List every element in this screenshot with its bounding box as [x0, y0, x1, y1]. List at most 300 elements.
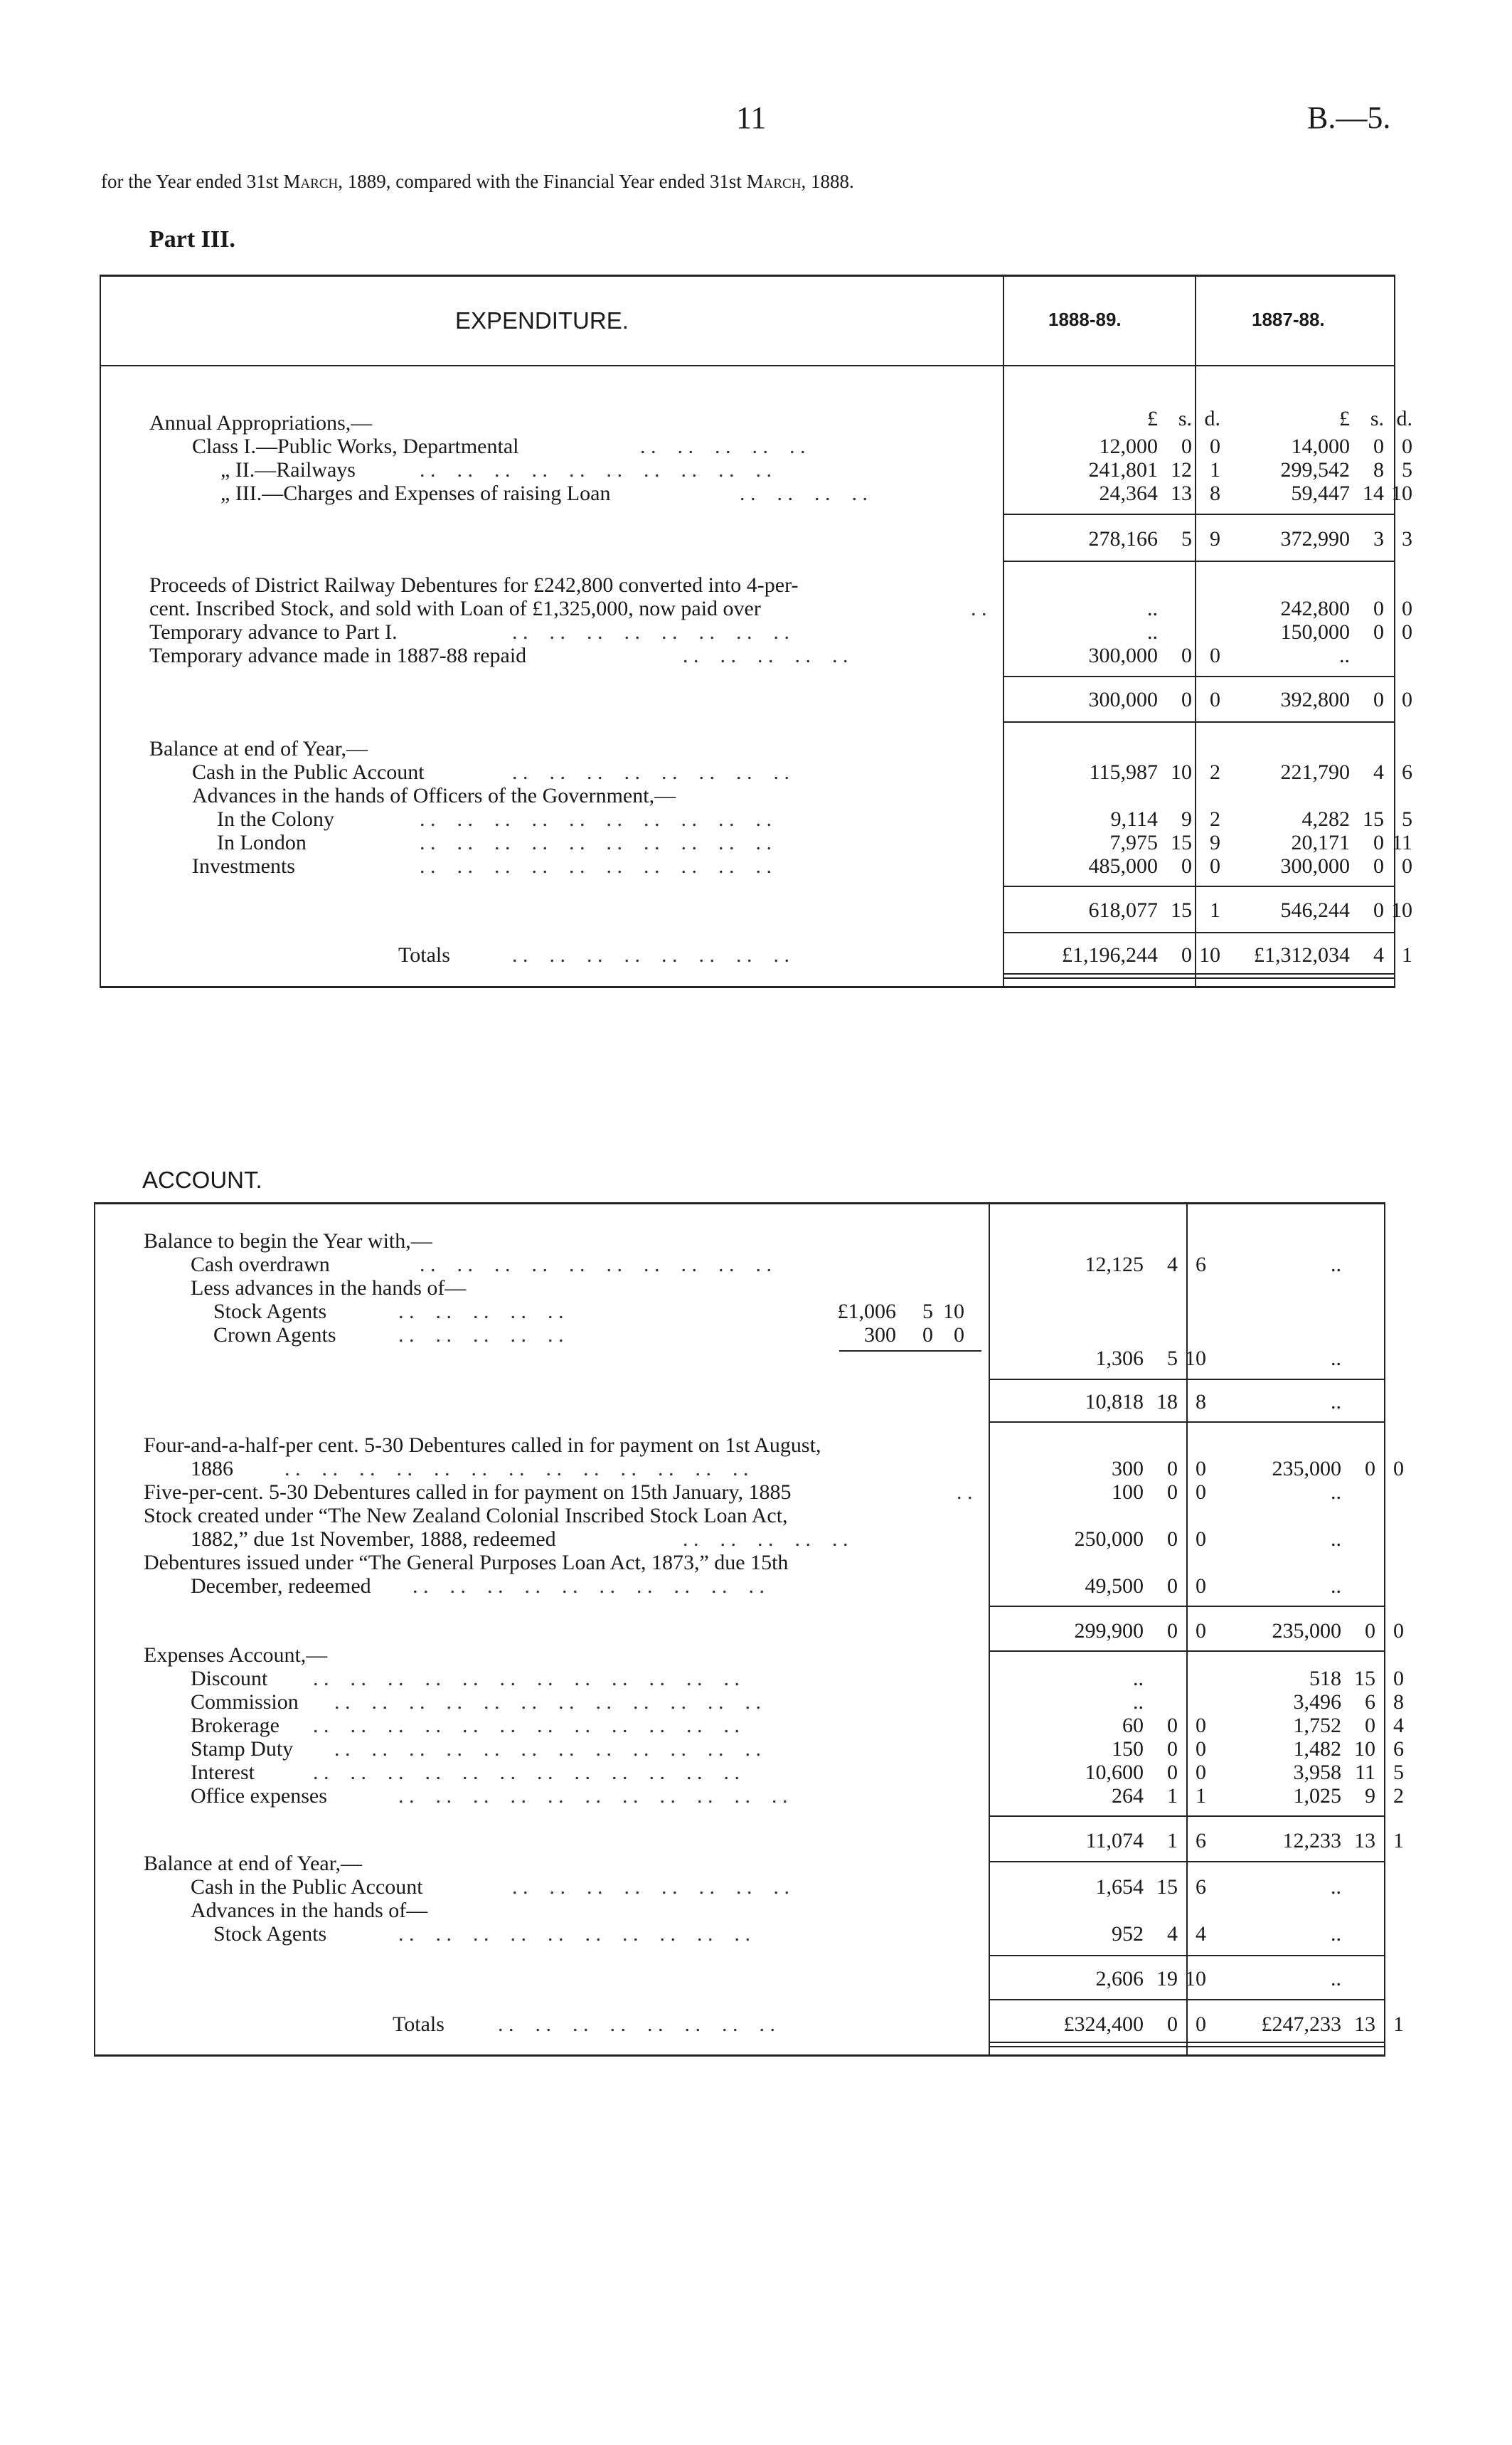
amount-1887-88 [1188, 1347, 1341, 1370]
subtotal-1888-89 [991, 1390, 1206, 1414]
shillings: 0 [1167, 1457, 1178, 1480]
table-rule [1195, 275, 1196, 987]
amount-1888-89 [991, 1690, 1144, 1714]
subtotal-rule [1003, 514, 1395, 515]
row-label: Investments [192, 854, 295, 878]
pounds: 10,818 [1085, 1390, 1144, 1414]
amount-1888-89 [1005, 435, 1220, 458]
shillings: 0 [1181, 435, 1192, 458]
shillings: 0 [1167, 1761, 1178, 1784]
leader-dots: . . . . . . . . . . [398, 1300, 564, 1323]
nil-value: .. [1331, 1390, 1341, 1414]
subtotal-1887-88 [1188, 1390, 1341, 1414]
pounds: 24,364 [1099, 482, 1158, 505]
pence: 0 [1210, 644, 1220, 667]
subtotal-1888-89 [991, 1829, 1206, 1852]
leader-dots: . . . . . . . . . . [683, 644, 848, 667]
debenture-line: December, redeemed [191, 1574, 371, 1598]
pence: 10 [1185, 1347, 1206, 1370]
shillings: 6 [1365, 1690, 1375, 1714]
leader-dots: . . . . . . . . . . . . . . . . [512, 943, 789, 967]
row-label: Advances in the hands of Officers of the Government,— [192, 784, 676, 807]
shillings: 4 [1167, 1922, 1178, 1946]
amount-1887-88 [1197, 458, 1412, 482]
pence: 3 [1402, 527, 1412, 551]
amount-1887-88 [1188, 1574, 1341, 1598]
shillings: 0 [1167, 1527, 1178, 1551]
pence: 2 [1393, 1784, 1404, 1808]
leader-dots: . . . . . . . . . . . . . . . . . . . . . . . . [334, 1690, 761, 1714]
shillings: 0 [1373, 620, 1384, 644]
subtotal-1888-89 [1005, 898, 1220, 922]
shillings: 0 [1167, 1574, 1178, 1598]
row-label: Discount [191, 1667, 268, 1690]
nil-value: .. [1331, 1480, 1341, 1504]
pounds: 14,000 [1291, 435, 1350, 458]
shillings: 0 [1373, 688, 1384, 711]
pence: 0 [1393, 1619, 1404, 1643]
subtotal-1887-88 [1188, 1967, 1341, 1990]
pounds: 392,800 [1280, 688, 1350, 711]
amount-1888-89 [991, 1480, 1206, 1504]
leader-dots: . . . . . . . . . . . . . . . . . . . . [420, 807, 772, 831]
pence: 6 [1196, 1829, 1206, 1852]
amount-1887-88 [1188, 1875, 1341, 1899]
pence: 1 [1393, 2012, 1404, 2036]
leader-dots: . . . . . . . . [740, 482, 868, 505]
pounds: 12,125 [1085, 1253, 1144, 1276]
amount-1888-89 [991, 1737, 1206, 1761]
pence: 1 [1210, 458, 1220, 482]
shillings: 9 [1365, 1784, 1375, 1808]
pounds: 546,244 [1280, 898, 1350, 922]
leader-dots: . . . . . . . . . . . . . . . . [512, 760, 789, 784]
double-rule [989, 2046, 1385, 2047]
pounds: 264 [1112, 1784, 1144, 1808]
row-label: Cash in the Public Account [191, 1875, 423, 1899]
shillings: 13 [1354, 2012, 1375, 2036]
pence: 1 [1393, 1829, 1404, 1852]
row-label: In the Colony [217, 807, 334, 831]
amount-1888-89 [1005, 760, 1220, 784]
pounds: 11,074 [1085, 1829, 1144, 1852]
amount-1887-88 [1197, 482, 1412, 505]
leader-dots: . . . . . . . . . . . . . . . . . . . . . . . . [313, 1761, 740, 1784]
grand-total-1887-88 [1197, 943, 1412, 967]
pence: 0 [1196, 1761, 1206, 1784]
row-label: Temporary advance made in 1887-88 repaid [149, 644, 527, 667]
debenture-line: Five-per-cent. 5-30 Debentures called in for payment on 15th January, 1885 [144, 1480, 792, 1504]
pounds: 3,496 [1293, 1690, 1341, 1714]
nil-value: .. [1331, 1574, 1341, 1598]
pence: 10 [1185, 1967, 1206, 1990]
pence: 0 [1402, 854, 1412, 878]
pounds: 59,447 [1291, 482, 1350, 505]
row-label: Stamp Duty [191, 1737, 294, 1761]
amount-1887-88 [1188, 1690, 1404, 1714]
subtotal-rule [989, 1650, 1385, 1652]
pence: 0 [1402, 597, 1412, 620]
row-label: Stock Agents [213, 1922, 327, 1946]
amount-1888-89 [1005, 854, 1220, 878]
shillings: 0 [1365, 1619, 1375, 1643]
row-label: Less advances in the hands of— [191, 1276, 467, 1300]
table-rule [100, 365, 1395, 366]
amount-1888-89 [1005, 831, 1220, 854]
amount-1887-88 [1197, 435, 1412, 458]
amount-1888-89 [1005, 482, 1220, 505]
subtotal-1887-88 [1188, 1829, 1404, 1852]
leader-dots: . . . . . . . . . . . . . . . . . . . . . . . . [334, 1737, 761, 1761]
leader-dots: . . . . . . . . . . . . . . . . [512, 1875, 789, 1899]
pounds: 241,801 [1088, 458, 1158, 482]
nil-value: .. [1133, 1690, 1144, 1714]
pounds: 10,600 [1085, 1761, 1144, 1784]
shillings: 12 [1171, 458, 1192, 482]
pence: 6 [1402, 760, 1412, 784]
subtotal-rule [1003, 886, 1395, 887]
expenses-account-label: Expenses Account,— [144, 1643, 328, 1667]
subtotal-rule [1003, 676, 1395, 677]
pounds: 3,958 [1293, 1761, 1341, 1784]
double-rule [1003, 973, 1395, 975]
pence: 6 [1393, 1737, 1404, 1761]
pounds: 300 [1112, 1457, 1144, 1480]
amount-1888-89 [1005, 458, 1220, 482]
pounds: 235,000 [1272, 1457, 1341, 1480]
pence: 5 [1393, 1761, 1404, 1784]
pounds: 100 [1112, 1480, 1144, 1504]
amount-1888-89 [991, 1922, 1206, 1946]
nil-value: .. [1339, 644, 1350, 667]
shillings: 4 [1167, 1253, 1178, 1276]
shillings: 0 [1181, 644, 1192, 667]
shillings: 15 [1354, 1667, 1375, 1690]
pounds: 12,233 [1282, 1829, 1341, 1852]
row-label: Cash in the Public Account [192, 760, 425, 784]
leader-dots: . . . . . . . . . . . . . . . . . . . . [420, 831, 772, 854]
column-header-1887-88: 1887-88. [1252, 309, 1325, 330]
pence: 0 [1402, 435, 1412, 458]
shillings: 13 [1171, 482, 1192, 505]
nil-value: .. [1147, 597, 1158, 620]
proceeds-line: Proceeds of District Railway Debentures for £242,800 converted into 4-per- [149, 573, 799, 597]
subtitle-month: March [746, 171, 802, 192]
subtotal-rule [1003, 932, 1395, 933]
nil-value: .. [1331, 1253, 1341, 1276]
grand-total-1888-89 [991, 2012, 1206, 2036]
pounds: 1,752 [1293, 1714, 1341, 1737]
double-rule [989, 2042, 1385, 2043]
part-label: Part III. [149, 226, 235, 253]
subtotal-rule [1003, 721, 1395, 723]
grand-total-1887-88 [1188, 2012, 1404, 2036]
units-pounds: £ [1147, 407, 1158, 430]
pence: 0 [1196, 1574, 1206, 1598]
shillings: 4 [1373, 760, 1384, 784]
pence: 10 [1199, 943, 1220, 967]
pounds: 150 [1112, 1737, 1144, 1761]
pence: 10 [943, 1300, 964, 1323]
annual-appropriations-label: Annual Appropriations,— [149, 411, 373, 435]
row-label: „ III.—Charges and Expenses of raising Loan [220, 482, 611, 505]
leader-dots: . . . . . . . . . . [398, 1323, 564, 1347]
leader-dots: . . . . . . . . . . . . . . . . [498, 2012, 775, 2036]
units-shillings: s. [1178, 407, 1192, 430]
leader-dots: . . . . . . . . . . . . . . . . . . . . . . . . [313, 1714, 740, 1737]
pounds: 49,500 [1085, 1574, 1144, 1598]
subtotal-1888-89 [991, 1967, 1206, 1990]
amount-1887-88 [1188, 1737, 1404, 1761]
amount-1887-88 [1188, 1457, 1404, 1480]
proceeds-line: cent. Inscribed Stock, and sold with Loan of £1,325,000, now paid over [149, 597, 761, 620]
row-label: Temporary advance to Part I. [149, 620, 398, 644]
shillings: 14 [1363, 482, 1384, 505]
nil-value: .. [1147, 620, 1158, 644]
pence: 4 [1393, 1714, 1404, 1737]
pence: 6 [1196, 1875, 1206, 1899]
amount-1887-88 [1188, 1480, 1341, 1504]
subtitle-part: for the Year ended 31st [101, 171, 284, 192]
pence: 1 [1196, 1784, 1206, 1808]
pence: 0 [1196, 1527, 1206, 1551]
leader-dots: . . [957, 1480, 973, 1504]
pounds: 2,606 [1095, 1967, 1144, 1990]
expenditure-heading: EXPENDITURE. [455, 307, 629, 334]
row-label: Stock Agents [213, 1300, 327, 1323]
amount-1887-88 [1188, 1761, 1404, 1784]
amount-1888-89 [1005, 644, 1220, 667]
shillings: 0 [1167, 1619, 1178, 1643]
pounds: 115,987 [1089, 760, 1158, 784]
units-row [1005, 407, 1220, 430]
pence: 0 [1196, 1457, 1206, 1480]
pounds: 60 [1122, 1714, 1144, 1737]
shillings: 10 [1171, 760, 1192, 784]
pounds: 300 [864, 1323, 896, 1347]
inner-sum-rule [839, 1350, 981, 1352]
pounds: 150,000 [1280, 620, 1350, 644]
pounds: 20,171 [1291, 831, 1350, 854]
subtotal-rule [989, 1421, 1385, 1423]
leader-dots: . . . . . . . . . . . . . . . . . . . . . . . . . . [284, 1457, 749, 1480]
amount-1888-89 [991, 1875, 1206, 1899]
subtotal-rule [989, 1861, 1385, 1862]
pence: 0 [954, 1323, 964, 1347]
subtotal-1887-88 [1197, 898, 1412, 922]
debenture-line: Debentures issued under “The General Purposes Loan Act, 1873,” due 15th [144, 1551, 789, 1574]
row-label: Interest [191, 1761, 255, 1784]
subtotal-rule [989, 1379, 1385, 1380]
subtotal-rule [989, 1606, 1385, 1607]
page-number: 11 [736, 100, 767, 135]
amount-1887-88 [1197, 807, 1412, 831]
subtotal-rule [1003, 561, 1395, 562]
subtitle-part: , 1889, compared with the Financial Year ended 31st [338, 171, 747, 192]
row-label: In London [217, 831, 307, 854]
subtotal-1888-89 [991, 1619, 1206, 1643]
shillings: 19 [1156, 1967, 1178, 1990]
leader-dots: . . . . . . . . . . . . . . . . . . . . . . . . [313, 1667, 740, 1690]
pence: 0 [1196, 1480, 1206, 1504]
nil-value: .. [1331, 1527, 1341, 1551]
table-rule [1003, 275, 1004, 987]
leader-dots: . . . . . . . . . . . . . . . . . . . . . . [398, 1784, 788, 1808]
shillings: 0 [1373, 597, 1384, 620]
leader-dots: . . . . . . . . . . . . . . . . . . . . [398, 1922, 750, 1946]
pounds: 278,166 [1088, 527, 1158, 551]
amount-1887-88 [1188, 1667, 1404, 1690]
amount-1888-89 [1005, 597, 1158, 620]
table-rule [100, 275, 1395, 277]
pounds: £1,196,244 [1062, 943, 1158, 967]
units-pence: d. [1396, 407, 1412, 430]
amount-1887-88 [1188, 1527, 1341, 1551]
pence: 0 [1210, 435, 1220, 458]
leader-dots: . . . . . . . . . . . . . . . . . . . . [420, 458, 772, 482]
pounds: 1,482 [1293, 1737, 1341, 1761]
amount-1887-88 [1188, 1714, 1404, 1737]
amount-1888-89 [1005, 807, 1220, 831]
pence: 2 [1210, 760, 1220, 784]
pence: 0 [1393, 1667, 1404, 1690]
shillings: 11 [1355, 1761, 1375, 1784]
row-label: „ II.—Railways [220, 458, 356, 482]
amount-1887-88 [1197, 760, 1412, 784]
totals-label: Totals [398, 943, 450, 967]
pounds: 485,000 [1088, 854, 1158, 878]
pence: 5 [1402, 807, 1412, 831]
pounds: 518 [1309, 1667, 1341, 1690]
pence: 0 [1210, 854, 1220, 878]
table-rule [94, 1202, 1385, 1204]
nil-value: .. [1331, 1922, 1341, 1946]
balance-end-label: Balance at end of Year,— [144, 1852, 363, 1875]
pounds: 12,000 [1099, 435, 1158, 458]
debenture-line: Four-and-a-half-per cent. 5-30 Debentures called in for payment on 1st August, [144, 1433, 821, 1457]
row-label: Brokerage [191, 1714, 279, 1737]
shillings: 0 [1373, 898, 1384, 922]
nil-value: .. [1331, 1875, 1341, 1899]
shillings: 0 [1373, 435, 1384, 458]
shillings: 8 [1373, 458, 1384, 482]
subtotal-1887-88 [1188, 1619, 1404, 1643]
leader-dots: . . [971, 597, 987, 620]
pounds: 221,790 [1280, 760, 1350, 784]
pence: 9 [1210, 831, 1220, 854]
table-rule [100, 275, 101, 987]
subtitle-month: March [283, 171, 339, 192]
pounds: 242,800 [1280, 597, 1350, 620]
shillings: 1 [1167, 1829, 1178, 1852]
subtotal-1887-88 [1197, 527, 1412, 551]
balance-begin-label: Balance to begin the Year with,— [144, 1229, 432, 1253]
shillings: 0 [1365, 1714, 1375, 1737]
pence: 8 [1196, 1390, 1206, 1414]
grand-total-1888-89 [1005, 943, 1220, 967]
pence: 0 [1196, 1714, 1206, 1737]
pounds: 299,900 [1074, 1619, 1144, 1643]
nil-value: .. [1331, 1347, 1341, 1370]
subtotal-rule [989, 1815, 1385, 1817]
pence: 9 [1210, 527, 1220, 551]
amount-1887-88 [1197, 620, 1412, 644]
pounds: 235,000 [1272, 1619, 1341, 1643]
shillings: 0 [1373, 831, 1384, 854]
pence: 0 [1393, 1457, 1404, 1480]
units-shillings: s. [1370, 407, 1384, 430]
row-label: Office expenses [191, 1784, 327, 1808]
leader-dots: . . . . . . . . . . . . . . . . . . . . [420, 854, 772, 878]
shillings: 3 [1373, 527, 1384, 551]
pounds: 1,025 [1293, 1784, 1341, 1808]
units-row [1197, 407, 1412, 430]
pence: 10 [1391, 482, 1412, 505]
shillings: 0 [1167, 1737, 1178, 1761]
pence: 11 [1392, 831, 1412, 854]
pence: 0 [1402, 688, 1412, 711]
amount-1887-88 [1197, 644, 1350, 667]
pounds: 300,000 [1088, 644, 1158, 667]
double-rule [1003, 977, 1395, 979]
pence: 0 [1210, 688, 1220, 711]
table-rule [94, 1202, 95, 2056]
amount-1888-89 [991, 1347, 1206, 1370]
amount-1888-89 [991, 1667, 1144, 1690]
leader-dots: . . . . . . . . . . [683, 1527, 848, 1551]
amount-1887-88 [1197, 854, 1412, 878]
pounds: 7,975 [1109, 831, 1158, 854]
subtotal-1888-89 [1005, 527, 1220, 551]
subtotal-rule [989, 1955, 1385, 1956]
pence: 6 [1196, 1253, 1206, 1276]
shillings: 13 [1354, 1829, 1375, 1852]
shillings: 5 [1181, 527, 1192, 551]
row-label: Cash overdrawn [191, 1253, 330, 1276]
shillings: 4 [1373, 943, 1384, 967]
row-label: Class I.—Public Works, Departmental [192, 435, 519, 458]
pounds: 618,077 [1088, 898, 1158, 922]
subtitle-part: , 1888. [801, 171, 854, 192]
table-rule [100, 986, 1395, 988]
pounds: 250,000 [1074, 1527, 1144, 1551]
amount-1887-88 [1188, 1784, 1404, 1808]
subtotal-rule [989, 1999, 1385, 2000]
debenture-line: 1882,” due 1st November, 1888, redeemed [191, 1527, 556, 1551]
shillings: 0 [1167, 2012, 1178, 2036]
shillings: 5 [1167, 1347, 1178, 1370]
pounds: 1,306 [1095, 1347, 1144, 1370]
balance-end-label: Balance at end of Year,— [149, 737, 368, 760]
amount-1887-88 [1197, 597, 1412, 620]
leader-dots: . . . . . . . . . . . . . . . . . . . . [412, 1574, 765, 1598]
row-label: Commission [191, 1690, 299, 1714]
pounds: 9,114 [1110, 807, 1158, 831]
pence: 0 [1196, 2012, 1206, 2036]
shillings: 15 [1171, 831, 1192, 854]
units-pounds: £ [1339, 407, 1350, 430]
pounds: 299,542 [1280, 458, 1350, 482]
amount-1888-89 [991, 1714, 1206, 1737]
table-rule [989, 1202, 990, 2056]
amount-1887-88 [1188, 1253, 1341, 1276]
account-heading: ACCOUNT. [142, 1167, 262, 1193]
shillings: 9 [1181, 807, 1192, 831]
amount-1887-88 [1188, 1922, 1341, 1946]
inner-amount [789, 1323, 964, 1347]
shillings: 18 [1156, 1390, 1178, 1414]
leader-dots: . . . . . . . . . . . . . . . . [512, 620, 789, 644]
